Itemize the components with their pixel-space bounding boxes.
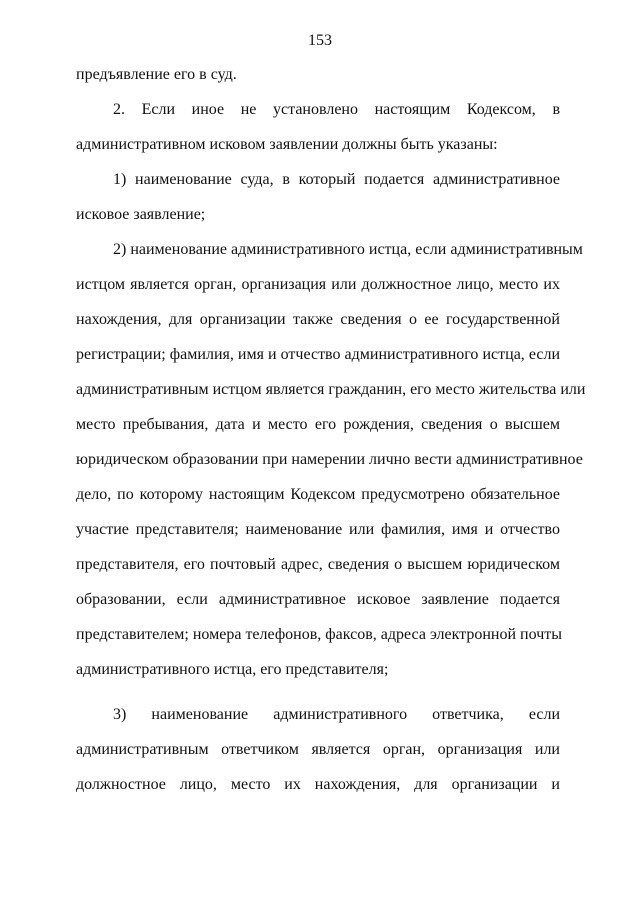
text-line: административным ответчиком является орган, организация или <box>76 741 560 758</box>
text-line: образовании, если административное исковое заявление подается <box>76 591 560 608</box>
text-line: участие представителя; наименование или фамилия, имя и отчество <box>76 521 560 538</box>
text-line: административным истцом является гражданин, его место жительства или <box>76 381 586 398</box>
text-line: представителя, его почтовый адрес, сведения о высшем юридическом <box>76 556 560 573</box>
text-line: представителем; номера телефонов, факсов, адреса электронной почты <box>76 626 562 643</box>
text-line: юридическом образовании при намерении лично вести административное <box>76 451 583 468</box>
text-line: административного истца, его представителя; <box>76 661 389 678</box>
text-line: 1) наименование суда, в который подается административное <box>113 171 560 188</box>
paragraph-gap <box>76 695 560 705</box>
text-line: административном исковом заявлении должны быть указаны: <box>76 136 498 153</box>
text-line: 2) наименование административного истца, если административным <box>113 241 583 258</box>
text-line: 3) наименование административного ответчика, если <box>113 706 560 723</box>
text-line: 2. Если иное не установлено настоящим Кодексом, в <box>113 101 560 118</box>
text-line: предъявление его в суд. <box>76 66 237 83</box>
text-line: истцом является орган, организация или должностное лицо, место их <box>76 276 560 293</box>
page-number: 153 <box>308 32 332 49</box>
text-line: исковое заявление; <box>76 206 206 223</box>
text-line: дело, по которому настоящим Кодексом предусмотрено обязательное <box>76 486 560 503</box>
text-line: должностное лицо, место их нахождения, для организации и <box>76 776 560 793</box>
text-line: нахождения, для организации также сведения о ее государственной <box>76 311 560 328</box>
text-line: место пребывания, дата и место его рождения, сведения о высшем <box>76 416 560 433</box>
text-line: регистрации; фамилия, имя и отчество административного истца, если <box>76 346 560 363</box>
document-body <box>76 65 586 810</box>
